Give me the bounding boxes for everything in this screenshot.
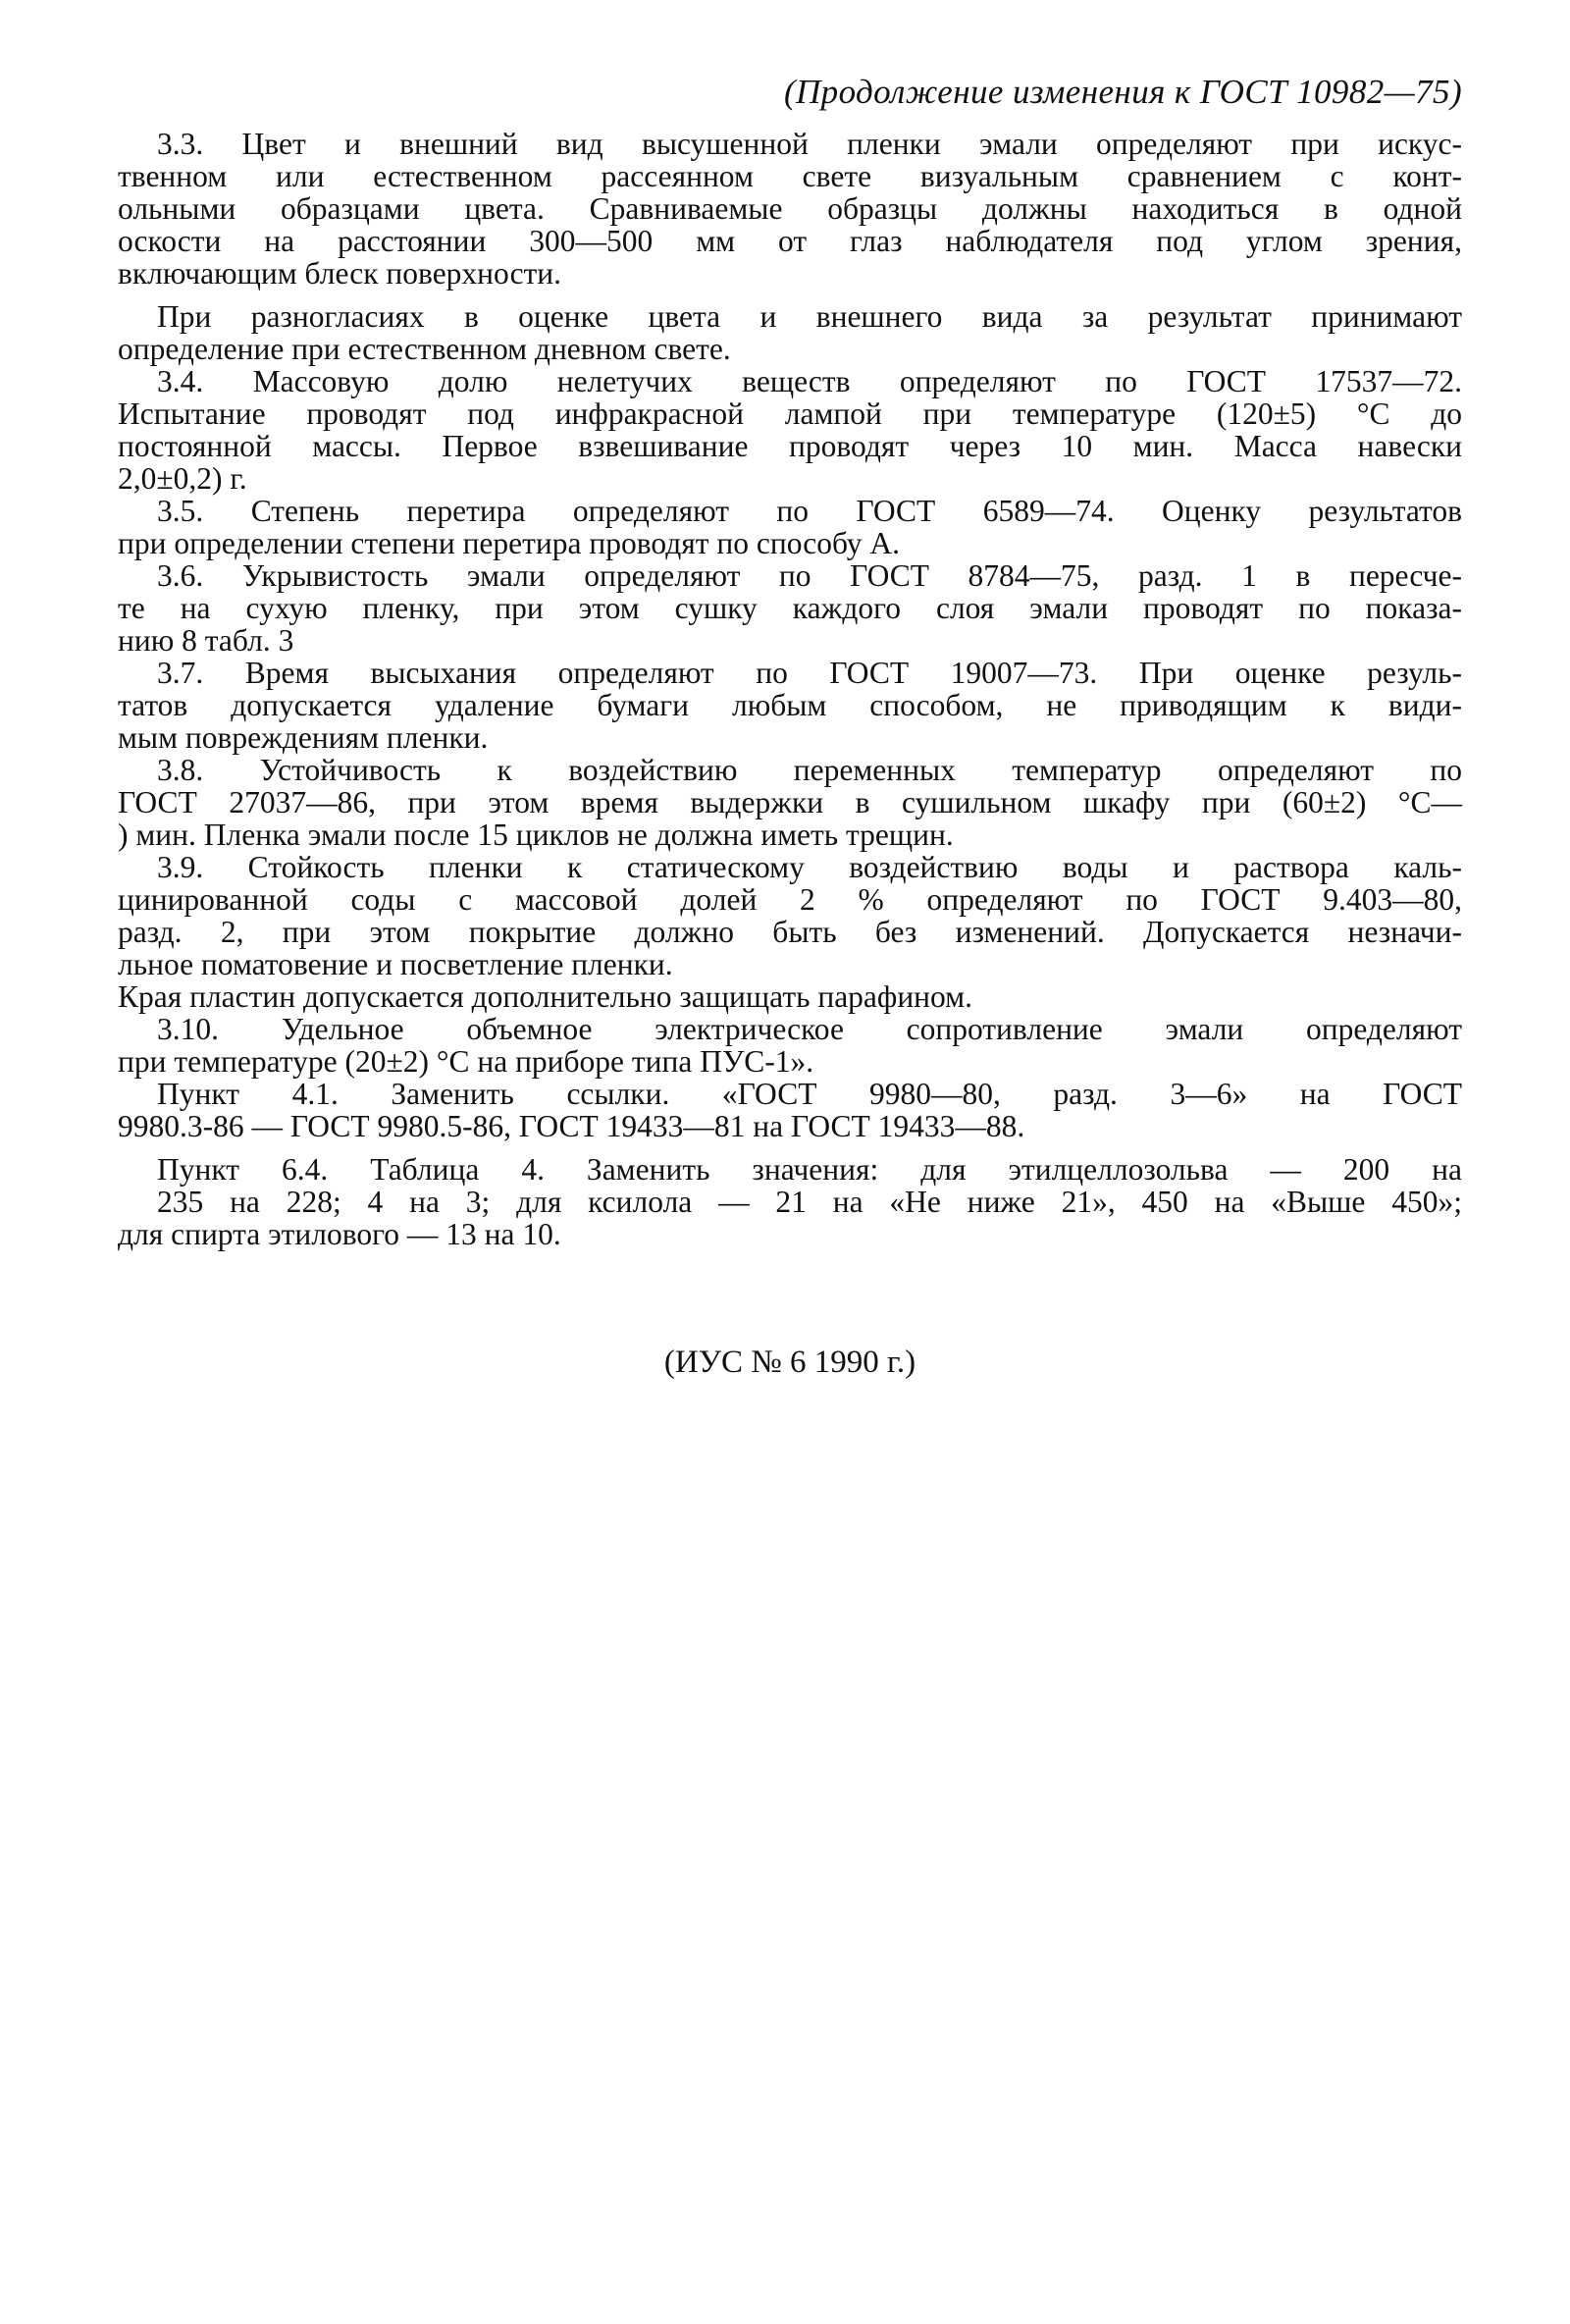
source-footer: (ИУС № 6 1990 г.)	[663, 1345, 916, 1380]
text-line: разд. 2, при этом покрытие должно быть без изменений. Допускается незначи-	[118, 915, 1462, 949]
text-line: для спирта этилового — 13 на 10.	[118, 1217, 561, 1251]
text-line: постоянной массы. Первое взвешивание проводят через 10 мин. Масса навески	[118, 429, 1462, 463]
text-line: 3.3. Цвет и внешний вид высушенной пленки эмали определяют при искус-	[157, 127, 1462, 161]
text-line: мым повреждениям пленки.	[118, 720, 489, 755]
text-line: 235 на 228; 4 на 3; для ксилола — 21 на «Не ниже 21», 450 на «Выше 450»;	[157, 1185, 1462, 1219]
page-header: (Продолжение изменения к ГОСТ 10982—75)	[783, 73, 1462, 111]
text-line: твенном или естественном рассеянном свете визуальным сравнением с конт-	[118, 159, 1462, 193]
text-line: цинированной соды с массовой долей 2 % определяют по ГОСТ 9.403—80,	[118, 882, 1462, 917]
text-line: Края пластин допускается дополнительно защищать парафином.	[118, 979, 972, 1014]
text-line: 2,0±0,2) г.	[118, 461, 247, 496]
text-line: те на сухую пленку, при этом сушку каждого слоя эмали проводят по показа-	[118, 591, 1462, 625]
text-line: ольными образцами цвета. Сравниваемые образцы должны находиться в одной	[118, 191, 1462, 226]
text-line: Пункт 4.1. Заменить ссылки. «ГОСТ 9980—80, разд. 3—6» на ГОСТ	[157, 1077, 1462, 1111]
text-line: 3.6. Укрывистость эмали определяют по ГОСТ 8784—75, разд. 1 в пересче-	[157, 558, 1462, 593]
text-line: 3.7. Время высыхания определяют по ГОСТ 19007—73. При оценке резуль-	[157, 656, 1462, 690]
text-line: ГОСТ 27037—86, при этом время выдержки в сушильном шкафу при (60±2) °С—	[118, 785, 1462, 819]
text-line: 3.9. Стойкость пленки к статическому воздействию воды и раствора каль-	[157, 850, 1462, 884]
text-line: 3.5. Степень перетира определяют по ГОСТ 6589—74. Оценку результатов	[157, 494, 1462, 528]
text-line: При разногласиях в оценке цвета и внешнего вида за результат принимают	[157, 299, 1462, 334]
text-line: при определении степени перетира проводят по способу А.	[118, 526, 901, 560]
text-line: 9980.3-86 — ГОСТ 9980.5-86, ГОСТ 19433—81 на ГОСТ 19433—88.	[118, 1109, 1025, 1143]
text-line: Пункт 6.4. Таблица 4. Заменить значения: для этилцеллозольва — 200 на	[157, 1152, 1462, 1187]
text-line: определение при естественном дневном свете.	[118, 332, 731, 366]
text-line: нию 8 табл. 3	[118, 623, 294, 658]
body-text	[118, 128, 1462, 1250]
text-line: татов допускается удаление бумаги любым способом, не приводящим к види-	[118, 688, 1462, 722]
text-line: оскости на расстоянии 300—500 мм от глаз наблюдателя под углом зрения,	[118, 224, 1462, 258]
text-line: 3.4. Массовую долю нелетучих веществ определяют по ГОСТ 17537—72.	[157, 364, 1462, 398]
text-line: ) мин. Пленка эмали после 15 циклов не должна иметь трещин.	[118, 818, 954, 852]
text-line: 3.8. Устойчивость к воздействию переменных температур определяют по	[157, 753, 1462, 787]
text-line: при температуре (20±2) °С на приборе типа ПУС-1».	[118, 1044, 814, 1079]
text-line: включающим блеск поверхности.	[118, 256, 562, 290]
text-line: 3.10. Удельное объемное электрическое сопротивление эмали определяют	[157, 1012, 1462, 1046]
text-line: льное поматовение и посветление пленки.	[118, 947, 673, 981]
text-line: Испытание проводят под инфракрасной лампой при температуре (120±5) °С до	[118, 396, 1462, 431]
